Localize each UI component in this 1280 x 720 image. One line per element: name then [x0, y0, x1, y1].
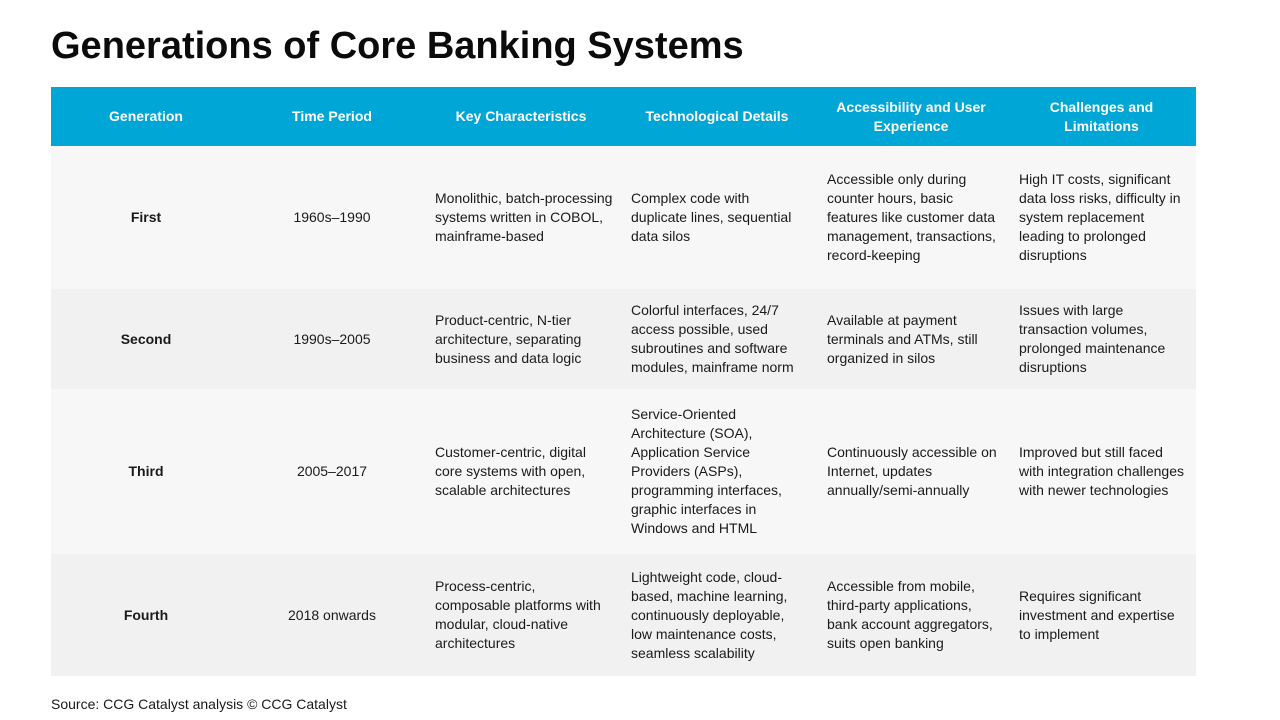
challenges-cell: Issues with large transaction volumes, prolonged maintenance disruptions — [1007, 289, 1196, 389]
column-header-accessibility: Accessibility and User Experience — [815, 87, 1007, 146]
time-period-cell: 2005–2017 — [241, 389, 423, 554]
table-row — [51, 389, 1196, 554]
accessibility-cell: Accessible from mobile, third-party applications, bank account aggregators, suits open banking — [815, 554, 1007, 676]
time-period-cell: 2018 onwards — [241, 554, 423, 676]
technological-details-cell: Lightweight code, cloud-based, machine learning, continuously deployable, low maintenance costs, seamless scalability — [619, 554, 815, 676]
column-header-generation: Generation — [51, 87, 241, 146]
table-header-row — [51, 87, 1196, 146]
column-header-time-period: Time Period — [241, 87, 423, 146]
column-header-challenges: Challenges and Limitations — [1007, 87, 1196, 146]
key-characteristics-cell: Customer-centric, digital core systems with open, scalable architectures — [423, 389, 619, 554]
technological-details-cell: Service-Oriented Architecture (SOA), Application Service Providers (ASPs), programming interfaces, graphic interfaces in Windows and HTML — [619, 389, 815, 554]
accessibility-cell: Available at payment terminals and ATMs, still organized in silos — [815, 289, 1007, 389]
time-period-cell: 1960s–1990 — [241, 146, 423, 289]
generation-cell: Fourth — [51, 554, 241, 676]
generation-cell: Second — [51, 289, 241, 389]
time-period-cell: 1990s–2005 — [241, 289, 423, 389]
generation-cell: First — [51, 146, 241, 289]
accessibility-cell: Continuously accessible on Internet, updates annually/semi-annually — [815, 389, 1007, 554]
column-header-technological-details: Technological Details — [619, 87, 815, 146]
technological-details-cell: Complex code with duplicate lines, sequential data silos — [619, 146, 815, 289]
generation-cell: Third — [51, 389, 241, 554]
challenges-cell: Improved but still faced with integration challenges with newer technologies — [1007, 389, 1196, 554]
technological-details-cell: Colorful interfaces, 24/7 access possible, used subroutines and software modules, mainframe norm — [619, 289, 815, 389]
column-header-key-characteristics: Key Characteristics — [423, 87, 619, 146]
page-title: Generations of Core Banking Systems — [51, 25, 744, 67]
table-row — [51, 289, 1196, 389]
key-characteristics-cell: Process-centric, composable platforms with modular, cloud-native architectures — [423, 554, 619, 676]
source-note: Source: CCG Catalyst analysis © CCG Catalyst — [51, 696, 347, 712]
challenges-cell: High IT costs, significant data loss risks, difficulty in system replacement leading to prolonged disruptions — [1007, 146, 1196, 289]
challenges-cell: Requires significant investment and expertise to implement — [1007, 554, 1196, 676]
generations-table — [51, 87, 1196, 676]
table-row — [51, 146, 1196, 289]
accessibility-cell: Accessible only during counter hours, basic features like customer data management, transactions, record-keeping — [815, 146, 1007, 289]
table-row — [51, 554, 1196, 676]
key-characteristics-cell: Product-centric, N-tier architecture, separating business and data logic — [423, 289, 619, 389]
key-characteristics-cell: Monolithic, batch-processing systems written in COBOL, mainframe-based — [423, 146, 619, 289]
